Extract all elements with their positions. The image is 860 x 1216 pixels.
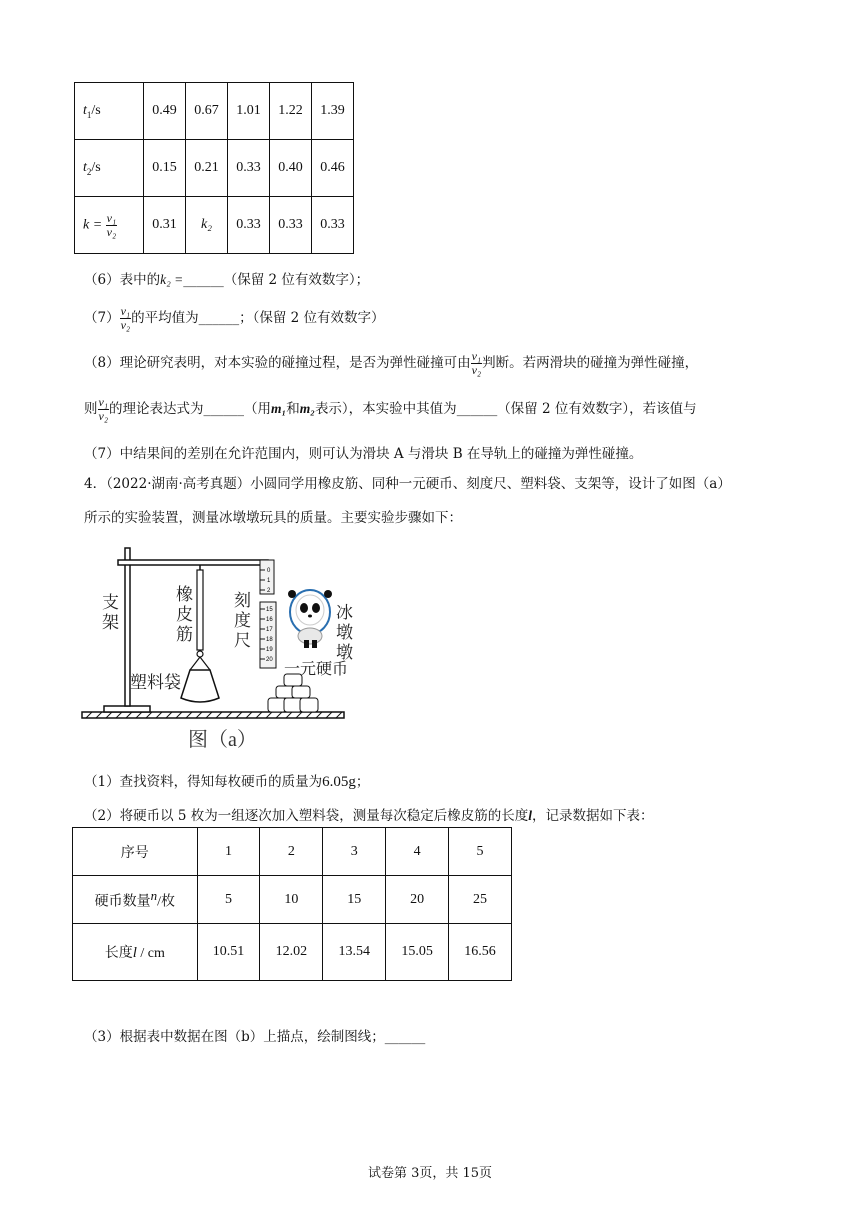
numerator: v₁ [106, 210, 117, 225]
fraction [106, 212, 118, 239]
ruler-bottom [260, 602, 276, 668]
row-header-l [73, 924, 198, 981]
q7-suffix: ；（保留 2 位有效数字） [239, 310, 385, 326]
ruler-tick: 15 [266, 607, 273, 613]
ruler-tick: 1 [267, 578, 271, 584]
ruler-tick: 19 [266, 647, 273, 653]
table-header: 2 [260, 828, 323, 876]
q8-text: 和 [286, 401, 300, 417]
q8-text: 的理论表达式为 [109, 401, 204, 417]
numerator: v₁ [98, 395, 108, 409]
table-header: 5 [449, 828, 512, 876]
table-header: 序号 [73, 828, 198, 876]
label-bag: 塑料袋 [130, 673, 181, 692]
q7-text: 的平均值为 [131, 310, 199, 326]
label: 长度 [104, 946, 133, 961]
q8-text: （8）理论研究表明，对本实验的碰撞过程，是否为弹性碰撞可由 [84, 355, 471, 371]
table-cell: 20 [386, 876, 449, 924]
question-8-line2 [84, 396, 697, 423]
step-2 [84, 804, 654, 824]
step2-text: （2）将硬币以 5 枚为一组逐次加入塑料袋，测量每次稳定后橡皮筋的长度 [84, 808, 529, 824]
table-cell: 15 [323, 876, 386, 924]
coin-stack [268, 674, 318, 712]
var-t: t [83, 102, 87, 118]
q6-prefix: （6）表中的 [84, 272, 161, 288]
q4-line2: 所示的实验装置，测量冰墩墩玩具的质量。主要实验步骤如下： [84, 510, 462, 526]
q8-text: （用 [244, 401, 271, 417]
q8-text: 则 [84, 401, 98, 417]
ruler-tick: 20 [266, 657, 273, 663]
fraction [98, 396, 110, 423]
step3-blank: ______ [384, 1029, 426, 1045]
ruler-tick: 0 [267, 568, 271, 574]
experiment-figure [78, 540, 358, 755]
table-cell: 0.15 [144, 140, 186, 197]
table-cell: 10 [260, 876, 323, 924]
table-cell: k₂ [186, 197, 228, 254]
ruler-tick: 18 [266, 637, 273, 643]
table-velocity-times [74, 82, 354, 254]
table-cell: 1.22 [270, 83, 312, 140]
question-7 [84, 305, 385, 332]
table-cell: 0.46 [312, 140, 354, 197]
q8-text: （保留 2 位有效数字），若该值与 [497, 401, 697, 417]
table-row [75, 140, 354, 197]
plastic-bag [181, 670, 219, 702]
table-cell: 1.39 [312, 83, 354, 140]
row-header-n [73, 876, 198, 924]
stand-base [104, 706, 150, 712]
rubber-band [197, 570, 203, 650]
var-m1: m₁ [271, 401, 287, 416]
table-cell: 0.33 [270, 197, 312, 254]
bingdwendwen-icon [288, 590, 332, 648]
stand-arm [118, 560, 268, 565]
var-n: n [150, 888, 158, 904]
page-footer: 试卷第 3页，共 15页 [367, 1166, 493, 1181]
step3-text: （3）根据表中数据在图（b）上描点，绘制图线； [84, 1029, 385, 1045]
question-8-line1 [84, 350, 698, 377]
label: 硬币数量 [94, 894, 151, 910]
table-cell: 0.33 [312, 197, 354, 254]
var-l: l [528, 808, 533, 823]
coin-mass-value: 6.05g [322, 774, 356, 790]
table-row [73, 924, 512, 981]
label-rubber-band: 橡皮筋 [176, 585, 193, 644]
table-cell: 0.40 [270, 140, 312, 197]
label-ruler: 刻度尺 [234, 591, 251, 650]
table-cell: 0.33 [228, 197, 270, 254]
table-cell: 0.21 [186, 140, 228, 197]
unit: / cm [136, 946, 165, 961]
question-8-line3: （7）中结果间的差别在允许范围内，则可认为滑块 A 与滑块 B 在导轨上的碰撞为弹性碰撞。 [84, 446, 643, 462]
var-m2: m₂ [299, 401, 315, 416]
denominator: v₂ [471, 363, 482, 377]
table-row [75, 197, 354, 254]
label-bingdwendwen: 冰墩墩 [336, 603, 353, 662]
ruler-tick: 16 [266, 617, 273, 623]
unit: /s [91, 102, 101, 118]
table-header: 1 [197, 828, 260, 876]
step-3 [84, 1025, 425, 1045]
table-cell: 12.02 [260, 924, 323, 981]
table-cell: 10.51 [197, 924, 260, 981]
table-cell: 0.49 [144, 83, 186, 140]
q8-blank: ______ [456, 401, 498, 417]
q6-blank: ______ [183, 272, 224, 288]
numerator: v₁ [120, 304, 131, 318]
figure-caption: 图（a） [188, 729, 257, 751]
table-header-row [73, 828, 512, 876]
table-coin-length [72, 827, 512, 981]
step1-text: （1）查找资料，得知每枚硬币的质量为 [84, 774, 323, 790]
var-t: t [83, 159, 87, 175]
row-header-t2 [75, 140, 144, 197]
question-4 [84, 470, 784, 532]
table-cell: 1.01 [228, 83, 270, 140]
table-cell: 15.05 [386, 924, 449, 981]
table-row [75, 83, 354, 140]
q8-text: 判断。若两滑块的碰撞为弹性碰撞， [482, 355, 699, 371]
row-header-t1 [75, 83, 144, 140]
sub: 1 [86, 109, 92, 120]
table-header: 3 [323, 828, 386, 876]
label-support: 支架 [102, 593, 119, 632]
table-cell: 16.56 [449, 924, 512, 981]
var-l: l [132, 945, 137, 961]
step1-suffix: ； [355, 774, 370, 790]
bag-handles [190, 657, 210, 670]
ruler-tick: 2 [267, 588, 271, 594]
fraction [471, 350, 483, 377]
label-coin: 一元硬币 [284, 661, 349, 678]
unit: /s [91, 159, 101, 175]
denominator: v₂ [106, 224, 117, 239]
question-6 [84, 268, 369, 288]
table-cell: 0.33 [228, 140, 270, 197]
table-cell: 25 [449, 876, 512, 924]
denominator: v₂ [120, 318, 131, 332]
table-cell: 13.54 [323, 924, 386, 981]
q4-line1: 4．（2022·湖南·高考真题）小圆同学用橡皮筋、同种一元硬币、刻度尺、塑料袋、支架等，设计了如图（a） [84, 476, 731, 492]
ring [197, 651, 203, 657]
var-k: k = [83, 217, 103, 233]
step2-suffix: ，记录数据如下表： [532, 808, 654, 824]
ruler-tick: 17 [266, 627, 273, 633]
ruler-top [260, 560, 274, 594]
table-header: 4 [386, 828, 449, 876]
fraction [120, 305, 132, 332]
table-cell: 0.67 [186, 83, 228, 140]
q8-text: 表示），本实验中其值为 [314, 401, 457, 417]
table-cell: 5 [197, 876, 260, 924]
q7-prefix: （7） [84, 310, 120, 326]
table-row [73, 876, 512, 924]
q6-var: k₂ = [160, 272, 184, 287]
q6-suffix: （保留 2 位有效数字）； [223, 272, 370, 288]
q8-blank: ______ [203, 401, 244, 417]
numerator: v₁ [471, 349, 482, 363]
unit: /枚 [157, 894, 175, 910]
table-cell: 0.31 [144, 197, 186, 254]
sub: 2 [86, 166, 92, 177]
q7-blank: ______ [198, 310, 240, 326]
denominator: v₂ [98, 409, 108, 423]
step-1 [84, 770, 369, 791]
row-header-k [75, 197, 144, 254]
